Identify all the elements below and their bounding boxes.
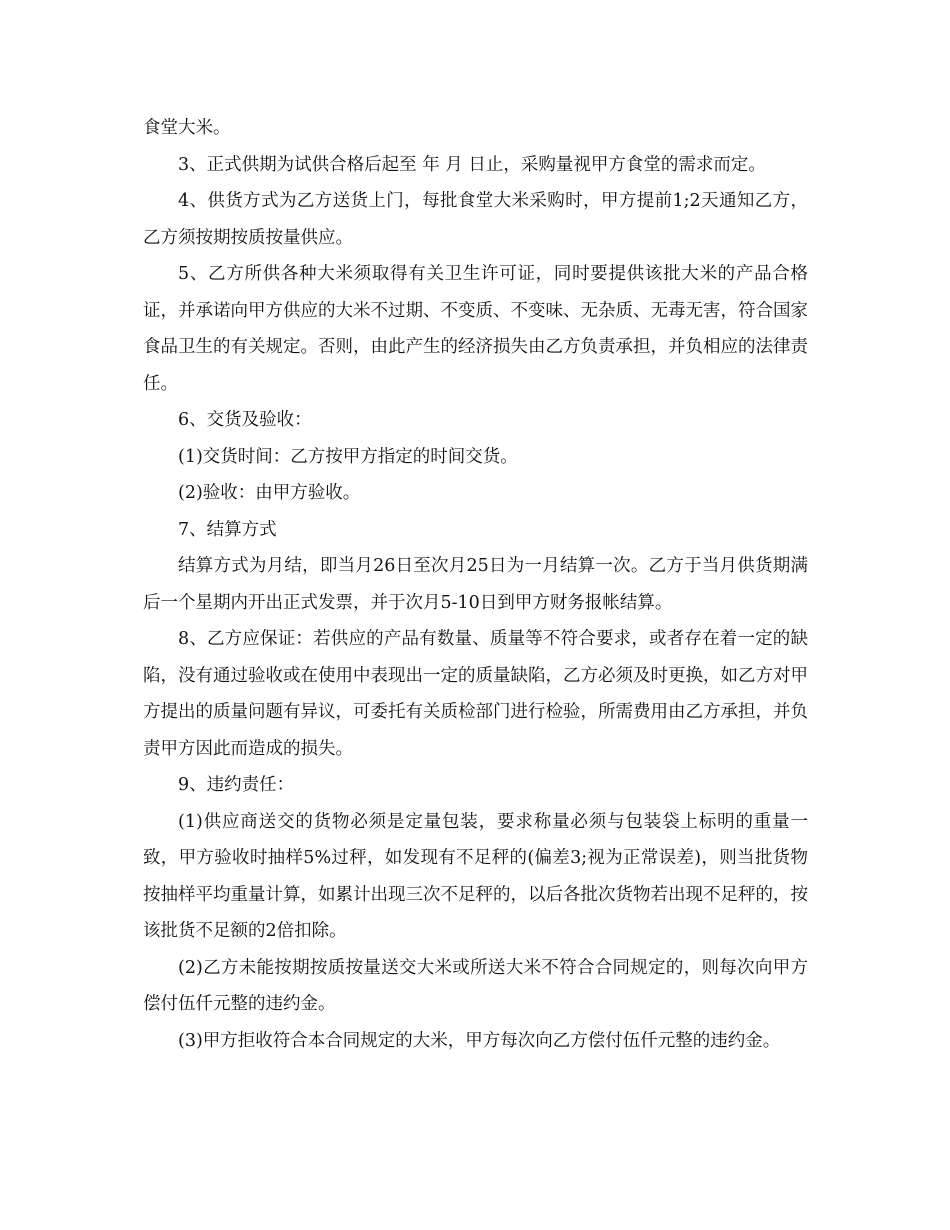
paragraph-clause-9-1: (1)供应商送交的货物必须是定量包装，要求称量必须与包装袋上标明的重量一致，甲方验收时抽样5%过秤，如发现有不足秤的(偏差3;视为正常误差)，则当批货物按抽样平均重量计算，如累计出现三次不足秤的，以后各批次货物若出现不足秤的，按该批货不足额的2倍扣除。 (143, 811, 808, 941)
paragraph-clause-7-heading: 7、结算方式 (178, 519, 277, 540)
paragraph-continuation: 食堂大米。 (143, 118, 231, 138)
paragraph-clause-7-body: 结算方式为月结，即当月26日至次月25日为一月结算一次。乙方于当月供货期满后一个星期内开出正式发票，并于次月5-10日到甲方财务报帐结算。 (143, 556, 808, 613)
paragraph-clause-9-2: (2)乙方未能按期按质按量送交大米或所送大米不符合合同规定的，则每次向甲方偿付伍仟元整的违约金。 (143, 957, 808, 1014)
paragraph-clause-4: 4、供货方式为乙方送货上门，每批食堂大米采购时，甲方提前1;2天通知乙方，乙方须按期按质按量供应。 (143, 191, 808, 248)
paragraph-clause-6-2: (2)验收：由甲方验收。 (178, 483, 361, 503)
contract-body (143, 110, 808, 1059)
paragraph-clause-8: 8、乙方应保证：若供应的产品有数量、质量等不符合要求，或者存在着一定的缺陷，没有通过验收或在使用中表现出一定的质量缺陷，乙方必须及时更换，如乙方对甲方提出的质量问题有异议，可委托有关质检部门进行检验，所需费用由乙方承担，并负责甲方因此而造成的损失。 (143, 629, 808, 759)
paragraph-clause-5: 5、乙方所供各种大米须取得有关卫生许可证，同时要提供该批大米的产品合格证，并承诺向甲方供应的大米不过期、不变质、不变味、无杂质、无毒无害，符合国家食品卫生的有关规定。否则，由此产生的经济损失由乙方负责承担，并负相应的法律责任。 (143, 264, 808, 394)
paragraph-clause-6-1: (1)交货时间：乙方按甲方指定的时间交货。 (178, 446, 518, 467)
paragraph-clause-3: 3、正式供期为试供合格后起至 年 月 日止，采购量视甲方食堂的需求而定。 (178, 154, 766, 175)
paragraph-clause-6-heading: 6、交货及验收： (178, 410, 312, 430)
paragraph-clause-9-3: (3)甲方拒收符合本合同规定的大米，甲方每次向乙方偿付伍仟元整的违约金。 (178, 1030, 781, 1051)
paragraph-clause-9-heading: 9、违约责任： (178, 775, 295, 795)
